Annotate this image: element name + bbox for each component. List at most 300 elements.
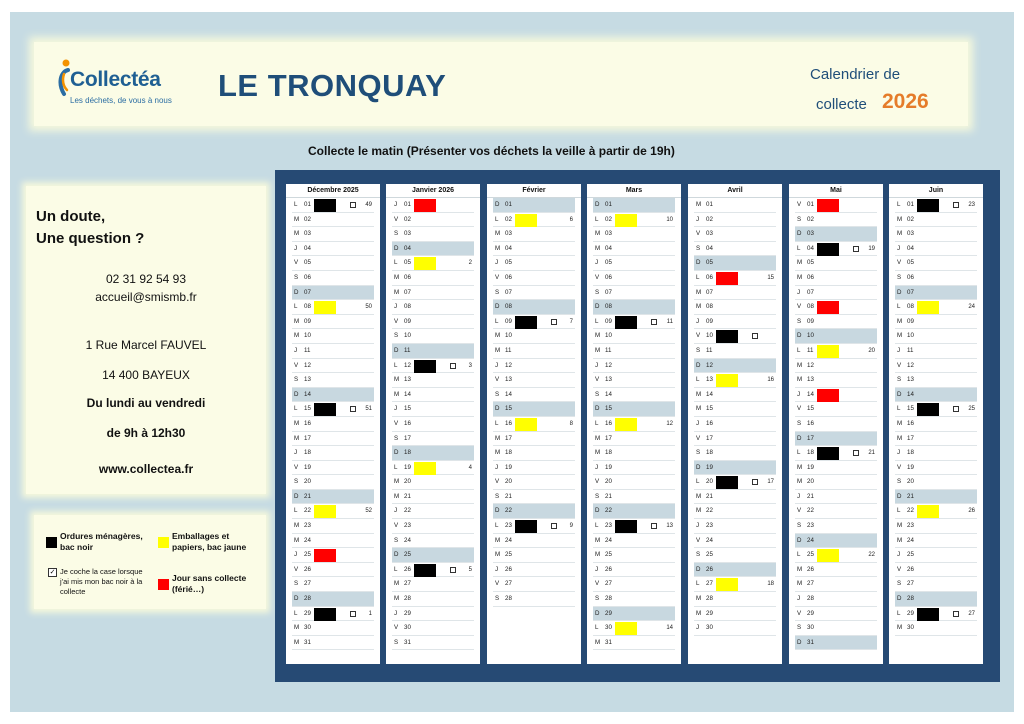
day-number: 09 — [304, 317, 311, 325]
collection-checkbox[interactable] — [953, 202, 959, 208]
weekday-letter: M — [897, 536, 903, 544]
weekday-letter: S — [897, 580, 902, 588]
day-row — [392, 577, 474, 592]
weekday-letter: M — [495, 434, 501, 442]
day-number: 31 — [304, 638, 311, 646]
day-row — [392, 286, 474, 301]
weekday-letter: M — [897, 624, 903, 632]
collection-checkbox[interactable] — [450, 567, 456, 573]
day-number: 03 — [907, 230, 914, 238]
day-number: 17 — [404, 434, 411, 442]
month-column — [286, 184, 380, 664]
weekday-letter: M — [294, 215, 300, 223]
red-collection-marker — [414, 199, 436, 212]
weekday-letter: V — [394, 419, 399, 427]
day-number: 20 — [706, 478, 713, 486]
day-row — [694, 490, 776, 505]
day-number: 07 — [505, 288, 512, 296]
day-number: 29 — [907, 609, 914, 617]
week-number: 8 — [569, 420, 573, 427]
day-row — [392, 534, 474, 549]
black-collection-marker — [817, 447, 839, 460]
collection-checkbox[interactable] — [350, 611, 356, 617]
day-number: 31 — [605, 638, 612, 646]
day-number: 23 — [807, 522, 814, 530]
yellow-collection-marker — [414, 462, 436, 475]
day-number: 08 — [907, 303, 914, 311]
day-number: 07 — [807, 288, 814, 296]
day-number: 16 — [807, 419, 814, 427]
black-collection-marker — [314, 608, 336, 621]
weekday-letter: D — [696, 361, 701, 369]
month-name: Mars — [587, 184, 681, 198]
day-row — [392, 300, 474, 315]
weekday-letter: J — [897, 244, 901, 252]
day-number: 13 — [807, 376, 814, 384]
collection-checkbox[interactable] — [953, 611, 959, 617]
day-number: 24 — [605, 536, 612, 544]
day-row — [493, 402, 575, 417]
day-row — [593, 227, 675, 242]
day-number: 17 — [706, 434, 713, 442]
header-banner — [34, 42, 968, 126]
day-number: 04 — [304, 244, 311, 252]
weekday-letter: M — [294, 419, 300, 427]
yellow-collection-marker — [515, 214, 537, 227]
weekday-letter: L — [294, 303, 298, 311]
day-number: 20 — [807, 478, 814, 486]
collection-checkbox[interactable] — [551, 523, 557, 529]
day-number: 01 — [605, 201, 612, 208]
day-number: 29 — [807, 609, 814, 617]
day-row — [593, 519, 675, 534]
day-row — [292, 256, 374, 271]
day-row — [593, 607, 675, 622]
weekday-letter: D — [495, 405, 500, 413]
day-number: 04 — [907, 244, 914, 252]
day-number: 01 — [505, 201, 512, 208]
day-row — [593, 213, 675, 228]
day-number: 16 — [907, 419, 914, 427]
weekday-letter: J — [595, 565, 599, 573]
day-number: 05 — [706, 259, 713, 267]
day-number: 13 — [605, 376, 612, 384]
red-collection-marker — [817, 389, 839, 402]
day-row — [895, 402, 977, 417]
weekday-letter: J — [495, 463, 499, 471]
week-number: 24 — [968, 304, 975, 311]
day-number: 11 — [505, 346, 512, 354]
day-row — [593, 256, 675, 271]
weekday-letter: V — [495, 580, 500, 588]
collection-checkbox[interactable] — [752, 333, 758, 339]
black-collection-marker — [917, 608, 939, 621]
day-number: 17 — [304, 434, 311, 442]
weekday-letter: J — [897, 346, 901, 354]
day-number: 24 — [706, 536, 713, 544]
weekday-letter: D — [294, 288, 299, 296]
day-number: 10 — [706, 332, 713, 340]
day-row — [392, 271, 474, 286]
day-row — [392, 461, 474, 476]
weekday-letter: S — [394, 536, 399, 544]
weekday-letter: V — [797, 405, 802, 413]
day-number: 03 — [505, 230, 512, 238]
day-number: 17 — [907, 434, 914, 442]
black-collection-marker — [817, 243, 839, 256]
black-collection-marker — [515, 520, 537, 533]
weekday-letter: D — [495, 201, 500, 208]
yellow-collection-marker — [817, 345, 839, 358]
day-number: 30 — [605, 624, 612, 632]
collection-checkbox[interactable] — [651, 319, 657, 325]
day-row — [895, 227, 977, 242]
weekday-letter: D — [394, 551, 399, 559]
weekday-letter: M — [897, 522, 903, 530]
day-row — [292, 490, 374, 505]
day-number: 14 — [605, 390, 612, 398]
weekday-letter: S — [495, 288, 500, 296]
day-number: 17 — [807, 434, 814, 442]
weekday-letter: J — [394, 507, 398, 515]
weekday-letter: L — [394, 361, 398, 369]
day-row — [795, 446, 877, 461]
day-row — [593, 271, 675, 286]
day-row — [493, 490, 575, 505]
day-row — [694, 227, 776, 242]
day-number: 09 — [404, 317, 411, 325]
day-row — [593, 504, 675, 519]
weekday-letter: J — [595, 463, 599, 471]
month-column — [789, 184, 883, 664]
day-row — [392, 432, 474, 447]
weekday-letter: L — [595, 317, 599, 325]
collection-checkbox[interactable] — [350, 406, 356, 412]
weekday-letter: L — [696, 376, 700, 384]
calendar-title-line1: Calendrier de — [810, 66, 901, 83]
day-row — [392, 563, 474, 578]
weekday-letter: V — [394, 522, 399, 530]
day-number: 19 — [807, 463, 814, 471]
month-column — [487, 184, 581, 664]
month-name: Décembre 2025 — [286, 184, 380, 198]
weekday-letter: M — [394, 492, 400, 500]
weekday-letter: S — [696, 551, 701, 559]
day-number: 11 — [807, 346, 814, 354]
black-collection-marker — [917, 199, 939, 212]
month-name: Avril — [688, 184, 782, 198]
day-row — [694, 432, 776, 447]
day-number: 26 — [505, 565, 512, 573]
weekday-letter: V — [394, 215, 399, 223]
day-row — [593, 490, 675, 505]
day-number: 28 — [605, 595, 612, 603]
day-number: 07 — [706, 288, 713, 296]
weekday-letter: M — [696, 201, 702, 208]
week-number: 1 — [368, 610, 372, 617]
weekday-letter: L — [897, 507, 901, 515]
weekday-letter: L — [394, 259, 398, 267]
black-collection-marker — [414, 564, 436, 577]
weekday-letter: V — [897, 259, 902, 267]
weekday-letter: M — [495, 346, 501, 354]
day-row — [292, 359, 374, 374]
weekday-letter: V — [495, 273, 500, 281]
day-row — [292, 213, 374, 228]
email-address: accueil@smismb.fr — [95, 290, 197, 304]
day-row — [392, 329, 474, 344]
weekday-letter: M — [797, 463, 803, 471]
collection-checkbox[interactable] — [450, 363, 456, 369]
day-row — [895, 417, 977, 432]
collection-checkbox[interactable] — [752, 479, 758, 485]
weekday-letter: L — [495, 215, 499, 223]
day-row — [392, 242, 474, 257]
black-collection-marker — [515, 316, 537, 329]
day-number: 10 — [404, 332, 411, 340]
day-number: 15 — [304, 405, 311, 413]
red-collection-marker — [817, 199, 839, 212]
weekday-letter: J — [897, 449, 901, 457]
weekday-letter: S — [797, 317, 802, 325]
weekday-letter: M — [495, 332, 501, 340]
day-row — [392, 504, 474, 519]
week-number: 15 — [767, 274, 774, 281]
day-row — [895, 504, 977, 519]
collection-checkbox[interactable] — [551, 319, 557, 325]
yellow-collection-marker — [716, 578, 738, 591]
day-row — [593, 563, 675, 578]
day-row — [292, 271, 374, 286]
weekday-letter: L — [696, 580, 700, 588]
day-row — [795, 475, 877, 490]
weekday-letter: J — [797, 390, 801, 398]
weekday-letter: M — [797, 273, 803, 281]
day-number: 09 — [605, 317, 612, 325]
day-number: 03 — [706, 230, 713, 238]
day-number: 03 — [605, 230, 612, 238]
weekday-letter: S — [495, 492, 500, 500]
day-number: 24 — [304, 536, 311, 544]
weekday-letter: M — [595, 638, 601, 646]
day-row — [593, 329, 675, 344]
weekday-letter: L — [595, 624, 599, 632]
weekday-letter: D — [897, 595, 902, 603]
day-row — [593, 577, 675, 592]
day-row — [493, 417, 575, 432]
day-row — [694, 475, 776, 490]
day-row — [292, 607, 374, 622]
day-row — [493, 577, 575, 592]
weekday-letter: S — [797, 215, 802, 223]
weekday-letter: M — [696, 405, 702, 413]
day-row — [493, 592, 575, 607]
day-row — [694, 621, 776, 636]
weekday-letter: S — [294, 478, 299, 486]
day-row — [895, 607, 977, 622]
day-number: 23 — [505, 522, 512, 530]
collection-checkbox[interactable] — [651, 523, 657, 529]
day-number: 06 — [907, 273, 914, 281]
day-row — [493, 315, 575, 330]
weekday-letter: D — [897, 288, 902, 296]
weekday-letter: L — [495, 317, 499, 325]
weekday-letter: M — [294, 522, 300, 530]
day-row — [292, 432, 374, 447]
weekday-letter: M — [897, 434, 903, 442]
day-row — [895, 548, 977, 563]
collection-checkbox[interactable] — [350, 202, 356, 208]
day-number: 18 — [706, 449, 713, 457]
day-number: 22 — [404, 507, 411, 515]
yellow-collection-marker — [716, 374, 738, 387]
day-number: 13 — [505, 376, 512, 384]
day-row — [694, 563, 776, 578]
week-number: 9 — [569, 523, 573, 530]
collection-checkbox[interactable] — [953, 406, 959, 412]
weekday-letter: D — [294, 595, 299, 603]
day-row — [493, 198, 575, 213]
day-row — [392, 475, 474, 490]
weekday-letter: V — [696, 230, 701, 238]
weekday-letter: S — [495, 390, 500, 398]
day-number: 07 — [605, 288, 612, 296]
weekday-letter: M — [897, 230, 903, 238]
day-number: 29 — [605, 609, 612, 617]
day-row — [694, 300, 776, 315]
day-row — [795, 504, 877, 519]
legend-checkbox-icon: ✓ — [49, 569, 56, 576]
collection-checkbox[interactable] — [853, 246, 859, 252]
day-row — [895, 490, 977, 505]
website-link[interactable]: www.collectea.fr — [98, 462, 194, 476]
weekday-letter: L — [595, 215, 599, 223]
opening-days: Du lundi au vendredi — [86, 396, 206, 410]
yellow-collection-marker — [615, 622, 637, 635]
day-row — [795, 461, 877, 476]
day-row — [292, 504, 374, 519]
week-number: 50 — [365, 304, 372, 311]
day-number: 28 — [807, 595, 814, 603]
day-number: 10 — [505, 332, 512, 340]
day-number: 12 — [605, 361, 612, 369]
day-row — [895, 198, 977, 213]
day-row — [895, 519, 977, 534]
town-name: LE TRONQUAY — [218, 68, 447, 103]
day-row — [292, 373, 374, 388]
black-collection-marker — [917, 403, 939, 416]
weekday-letter: V — [897, 361, 902, 369]
day-row — [392, 621, 474, 636]
day-row — [795, 315, 877, 330]
day-row — [292, 315, 374, 330]
day-number: 19 — [706, 463, 713, 471]
day-row — [795, 271, 877, 286]
weekday-letter: M — [696, 492, 702, 500]
weekday-letter: M — [394, 273, 400, 281]
weekday-letter: J — [595, 259, 599, 267]
weekday-letter: J — [696, 624, 700, 632]
weekday-letter: D — [294, 492, 299, 500]
day-row — [895, 534, 977, 549]
day-number: 22 — [807, 507, 814, 515]
opening-hours: de 9h à 12h30 — [106, 426, 186, 440]
collection-checkbox[interactable] — [853, 450, 859, 456]
day-row — [292, 242, 374, 257]
day-number: 02 — [605, 215, 612, 223]
address-line1: 1 Rue Marcel FAUVEL — [85, 338, 207, 352]
day-number: 02 — [706, 215, 713, 223]
day-row — [493, 286, 575, 301]
day-number: 20 — [304, 478, 311, 486]
day-row — [593, 592, 675, 607]
day-number: 23 — [907, 522, 914, 530]
collection-subtitle-text: Collecte le matin (Présenter vos déchets la veille à partir de 19h) — [308, 144, 675, 158]
day-number: 15 — [605, 405, 612, 413]
weekday-letter: M — [897, 419, 903, 427]
weekday-letter: J — [294, 551, 298, 559]
logo — [58, 58, 178, 110]
day-row — [795, 519, 877, 534]
week-number: 21 — [868, 450, 875, 457]
weekday-letter: V — [696, 434, 701, 442]
day-row — [895, 344, 977, 359]
weekday-letter: S — [897, 376, 902, 384]
day-row — [493, 227, 575, 242]
day-row — [593, 475, 675, 490]
day-row — [795, 373, 877, 388]
weekday-letter: M — [595, 244, 601, 252]
day-number: 12 — [304, 361, 311, 369]
day-number: 27 — [807, 580, 814, 588]
day-row — [895, 359, 977, 374]
day-number: 27 — [907, 580, 914, 588]
weekday-letter: D — [394, 244, 399, 252]
day-row — [895, 242, 977, 257]
day-number: 14 — [907, 390, 914, 398]
day-number: 03 — [304, 230, 311, 238]
day-number: 11 — [706, 346, 713, 354]
day-row — [795, 490, 877, 505]
yellow-collection-marker — [615, 418, 637, 431]
day-number: 26 — [304, 565, 311, 573]
day-number: 01 — [807, 201, 814, 208]
weekday-letter: S — [394, 434, 399, 442]
week-number: 12 — [666, 420, 673, 427]
day-number: 05 — [304, 259, 311, 267]
week-number: 4 — [468, 464, 472, 471]
day-row — [493, 344, 575, 359]
day-number: 07 — [907, 288, 914, 296]
day-row — [292, 563, 374, 578]
day-row — [493, 475, 575, 490]
weekday-letter: J — [394, 201, 398, 208]
black-collection-marker — [314, 199, 336, 212]
day-row — [493, 548, 575, 563]
weekday-letter: D — [394, 346, 399, 354]
day-row — [895, 329, 977, 344]
day-number: 30 — [807, 624, 814, 632]
weekday-letter: V — [797, 303, 802, 311]
weekday-letter: M — [495, 536, 501, 544]
day-number: 11 — [605, 346, 612, 354]
day-row — [895, 271, 977, 286]
day-number: 16 — [505, 419, 512, 427]
day-number: 14 — [505, 390, 512, 398]
weekday-letter: V — [294, 259, 299, 267]
day-number: 28 — [505, 595, 512, 603]
weekday-letter: V — [797, 609, 802, 617]
